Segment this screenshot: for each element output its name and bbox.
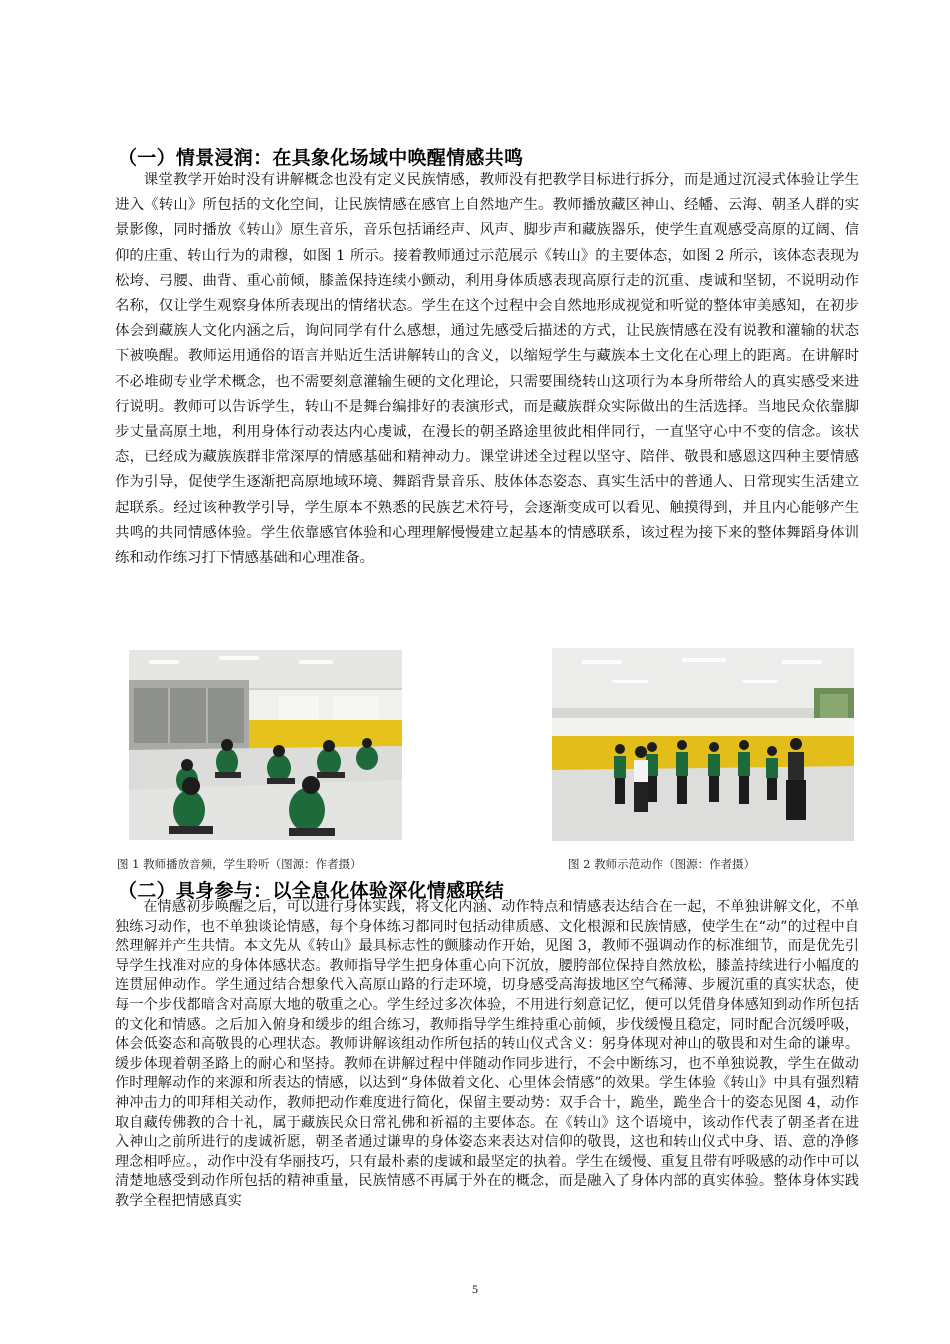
figure-1-photo xyxy=(129,650,402,840)
section-heading-1: （一）情景浸润：在具象化场域中唤醒情感共鸣 xyxy=(118,147,524,169)
section-heading-2: （二）具身参与：以全息化体验深化情感联结 xyxy=(118,880,505,902)
section-2-paragraph: 在情感初步唤醒之后，可以进行身体实践，将文化内涵、动作特点和情感表达结合在一起，不单独讲解文化，不单独练习动作，也不单独谈论情感，每个身体练习都同时包括动律质感、文化根源和民族情感，使学生在“动”的过程中自然理解并产生共情。本文先从《转山》最具标志性的颤膝动作开始，见图 3，教师不强调动作的标准细节，而是优先引导学生找准对应的身体体感状态。教师指导学生把身体重心向下沉放，腰胯部位保持自然放松，膝盖持续进行小幅度的连贯屈伸动作。学生通过结合想象代入高原山路的行走环境，切身感受高海拔地区空气稀薄、步履沉重的真实状态，使每一个步伐都暗含对高原大地的敬重之心。学生经过多次体验，不用进行刻意记忆，便可以凭借身体感知到动作所包括的文化和情感。之后加入俯身和缓步的组合练习，教师指导学生维持重心前倾，步伐缓慢且稳定，同时配合沉缓呼吸，体会低姿态和高敬畏的心理状态。教师讲解该组动作所包括的转山仪式含义：躬身体现对神山的敬畏和对生命的谦卑。缓步体现着朝圣路上的耐心和坚持。教师在讲解过程中伴随动作同步进行，不会中断练习，也不单独说教，学生在做动作时理解动作的来源和所表达的情感，以达到“身体做着文化、心里体会情感”的效果。学生体验《转山》中具有强烈精神冲击力的叩拜相关动作，教师把动作难度进行简化，保留主要动势：双手合十，跪坐，跪坐合十的姿态见图 4，动作取自藏传佛教的合十礼，属于藏族民众日常礼佛和祈福的主要体态。在《转山》这个语境中，该动作代表了朝圣者在进入神山之前所进行的虔诚祈愿，朝圣者通过谦卑的身体姿态来表达对信仰的敬畏，这也和转山仪式中身、语、意的净修理念相呼应。，动作中没有华丽技巧，只有最朴素的虔诚和最坚定的执着。学生在缓慢、重复且带有呼吸感的动作中可以清楚地感受到动作所包括的精神重量，民族情感不再属于外在的概念，而是融入了身体内部的真实体验。整体身体实践教学全程把情感真实 xyxy=(115,899,859,1209)
figure-1-caption: 图 1 教师播放音频，学生聆听（图源：作者摄） xyxy=(117,857,362,871)
page-number: 5 xyxy=(472,1282,478,1296)
section-1-paragraph: 课堂教学开始时没有讲解概念也没有定义民族情感，教师没有把教学目标进行拆分，而是通过沉浸式体验让学生进入《转山》所包括的文化空间，让民族情感在感官上自然地产生。教师播放藏区神山、经幡、云海、朝圣人群的实景影像，同时播放《转山》原生音乐，音乐包括诵经声、风声、脚步声和藏族器乐，使学生直观感受高原的辽阔、信仰的庄重、转山行为的肃穆，如图 1 所示。接着教师通过示范展示《转山》的主要体态，如图 2 所示，该体态表现为松垮、弓腰、曲背、重心前倾，膝盖保持连续小颤动，利用身体质感表现高原行走的沉重、虔诚和坚韧，不说明动作名称，仅让学生观察身体所表现出的情绪状态。学生在这个过程中会自然地形成视觉和听觉的整体审美感知，在初步体会到藏族人文化内涵之后，询问同学有什么感想，通过先感受后描述的方式，让民族情感在没有说教和灌输的状态下被唤醒。教师运用通俗的语言并贴近生活讲解转山的含义，以缩短学生与藏族本土文化在心理上的距离。在讲解时不必堆砌专业学术概念，也不需要刻意灌输生硬的文化理论，只需要围绕转山这项行为本身所带给人的真实感受来进行说明。教师可以告诉学生，转山不是舞台编排好的表演形式，而是藏族群众实际做出的生活选择。当地民众依靠脚步丈量高原土地，利用身体行动表达内心虔诚，在漫长的朝圣路途里彼此相伴同行，一直坚守心中不变的信念。该状态，已经成为藏族族群非常深厚的情感基础和精神动力。课堂讲述全过程以坚守、陪伴、敬畏和感恩这四种主要情感作为引导，促使学生逐渐把高原地域环境、舞蹈背景音乐、肢体体态姿态、真实生活中的普通人、日常现实生活建立起联系。经过该种教学引导，学生原本不熟悉的民族艺术符号，会逐渐变成可以看见、触摸得到，并且内心能够产生共鸣的共同情感体验。学生依靠感官体验和心理理解慢慢建立起基本的情感联系，该过程为接下来的整体舞蹈身体训练和动作练习打下情感基础和心理准备。 xyxy=(115,172,859,567)
figure-2-photo xyxy=(552,648,854,841)
figure-2-caption: 图 2 教师示范动作（图源：作者摄） xyxy=(568,857,756,871)
